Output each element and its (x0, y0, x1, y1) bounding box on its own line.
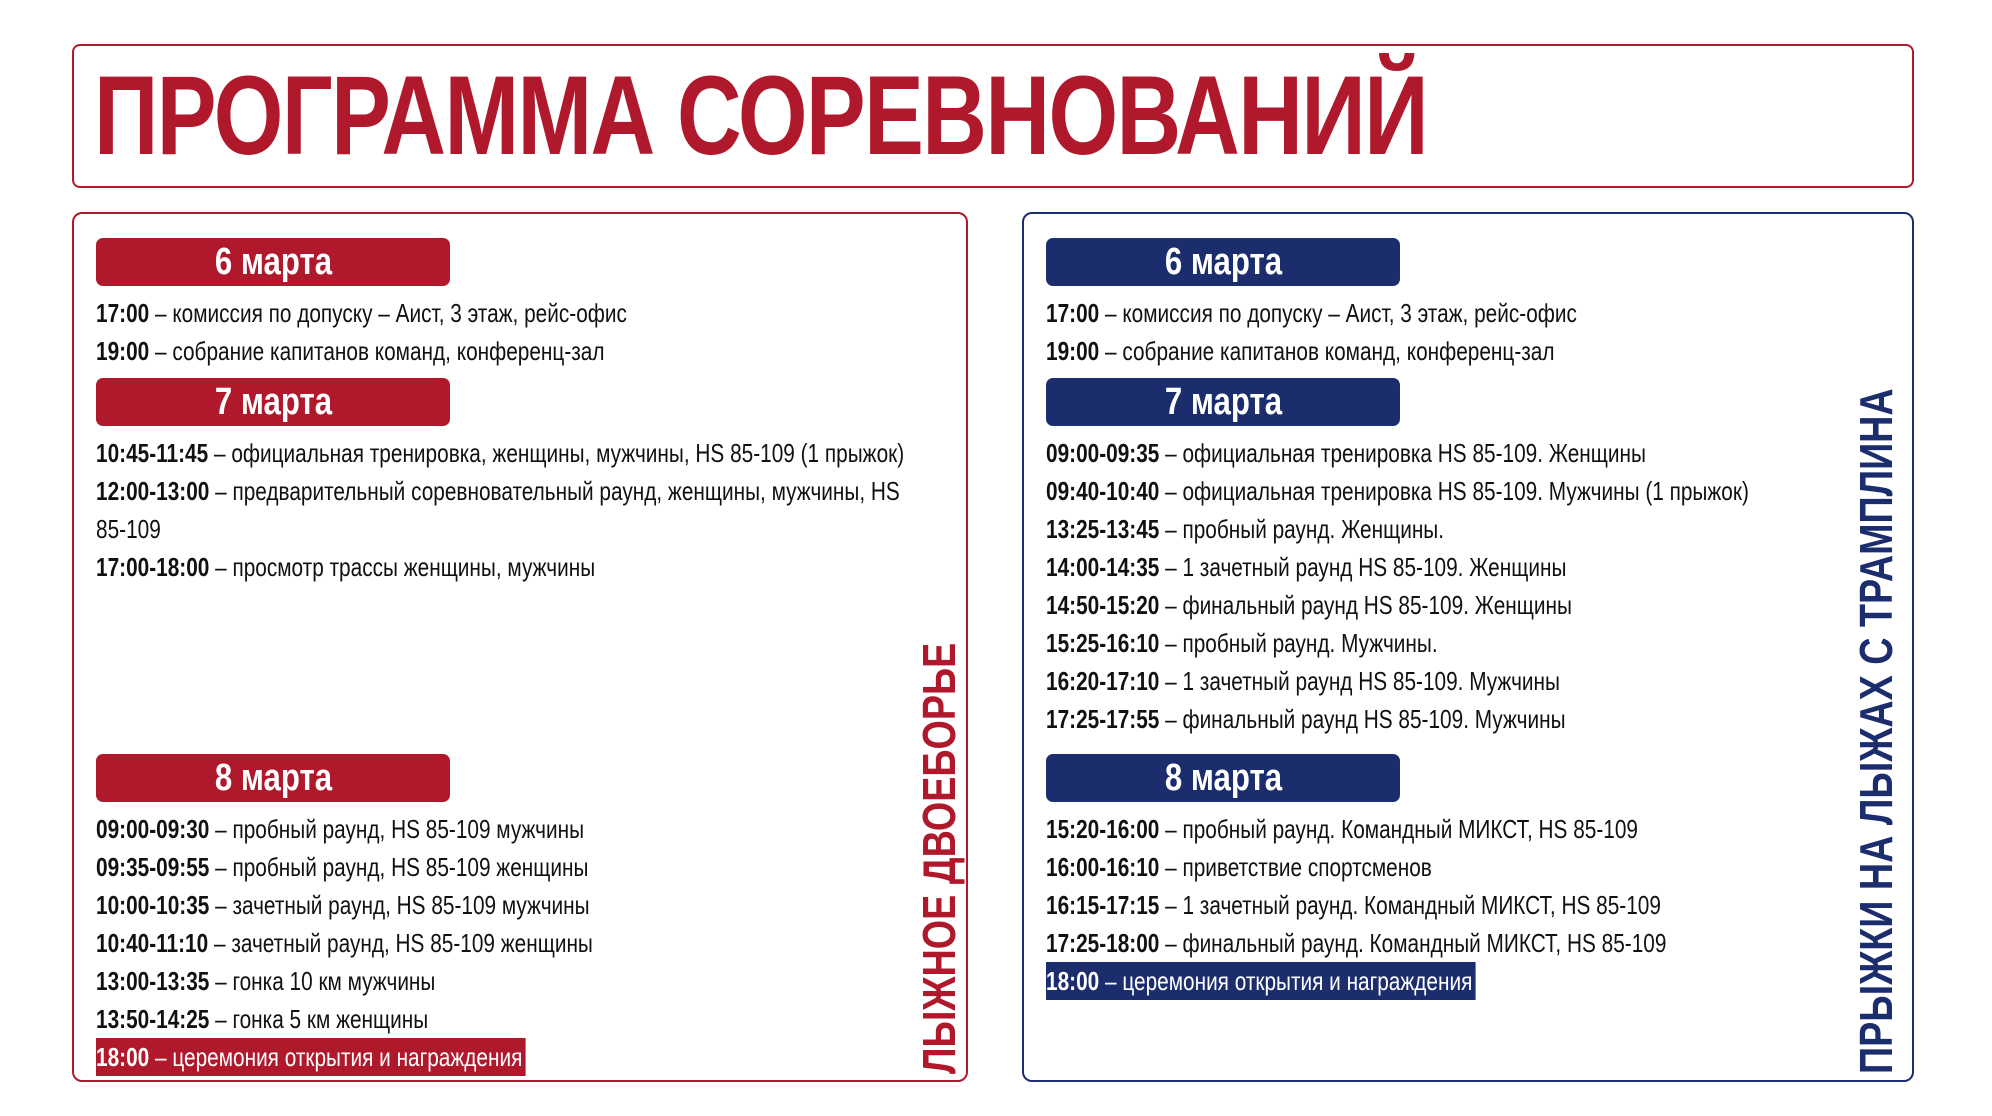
date-badge-day3: 8 марта (96, 754, 450, 802)
event-row: 15:20-16:00 – пробный раунд. Командный МИКСТ, HS 85-109 (1046, 814, 1638, 844)
event-row: 17:00-18:00 – просмотр трассы женщины, мужчины (96, 552, 596, 582)
event-row: 09:00-09:35 – официальная тренировка HS 85-109. Женщины (1046, 438, 1646, 468)
date-badge-day1: 6 марта (1046, 238, 1400, 286)
date-badge-day1: 6 марта (96, 238, 450, 286)
event-row: 10:45-11:45 – официальная тренировка, женщины, мужчины, HS 85-109 (1 прыжок) (96, 438, 905, 468)
event-row: 19:00 – собрание капитанов команд, конференц-зал (1046, 336, 1555, 366)
event-row: 16:15-17:15 – 1 зачетный раунд. Командный МИКСТ, HS 85-109 (1046, 890, 1661, 920)
date-badge-day3: 8 марта (1046, 754, 1400, 802)
event-row: 14:50-15:20 – финальный раунд HS 85-109. Женщины (1046, 590, 1572, 620)
event-row: 17:25-18:00 – финальный раунд. Командный МИКСТ, HS 85-109 (1046, 928, 1667, 958)
ceremony-highlight: 18:00 – церемония открытия и награждения (1046, 962, 1476, 1000)
title-banner (72, 44, 1914, 188)
panel-nordic-combined (72, 212, 968, 1082)
ceremony-highlight: 18:00 – церемония открытия и награждения (96, 1038, 526, 1076)
event-row: 16:00-16:10 – приветствие спортсменов (1046, 852, 1432, 882)
event-row: 09:00-09:30 – пробный раунд, HS 85-109 мужчины (96, 814, 585, 844)
event-row: 13:00-13:35 – гонка 10 км мужчины (96, 966, 436, 996)
event-row: 13:50-14:25 – гонка 5 км женщины (96, 1004, 429, 1034)
event-row: 09:40-10:40 – официальная тренировка HS 85-109. Мужчины (1 прыжок) (1046, 476, 1749, 506)
event-row: 09:35-09:55 – пробный раунд, HS 85-109 женщины (96, 852, 589, 882)
event-row: 15:25-16:10 – пробный раунд. Мужчины. (1046, 628, 1438, 658)
event-row: 19:00 – собрание капитанов команд, конференц-зал (96, 336, 605, 366)
event-row: 13:25-13:45 – пробный раунд. Женщины. (1046, 514, 1445, 544)
panel-ski-jumping (1022, 212, 1914, 1082)
event-row: 10:40-11:10 – зачетный раунд, HS 85-109 женщины (96, 928, 593, 958)
event-row: 10:00-10:35 – зачетный раунд, HS 85-109 мужчины (96, 890, 590, 920)
date-badge-day2: 7 марта (96, 378, 450, 426)
event-row: 17:00 – комиссия по допуску – Аист, 3 этаж, рейс-офис (96, 298, 627, 328)
page-title: ПРОГРАММА СОРЕВНОВАНИЙ (94, 53, 1427, 178)
side-label-ski-jumping: ПРЫЖКИ НА ЛЫЖАХ С ТРАМПЛИНА (1850, 388, 1902, 1074)
event-row: 12:00-13:00 – предварительный соревновательный раунд, женщины, мужчины, HS 85-109 (96, 476, 900, 544)
event-row: 14:00-14:35 – 1 зачетный раунд HS 85-109. Женщины (1046, 552, 1567, 582)
date-badge-day2: 7 марта (1046, 378, 1400, 426)
side-label-nordic-combined: ЛЫЖНОЕ ДВОЕБОРЬЕ (913, 642, 965, 1074)
event-row: 17:25-17:55 – финальный раунд HS 85-109. Мужчины (1046, 704, 1566, 734)
event-row: 17:00 – комиссия по допуску – Аист, 3 этаж, рейс-офис (1046, 298, 1577, 328)
event-row: 16:20-17:10 – 1 зачетный раунд HS 85-109. Мужчины (1046, 666, 1560, 696)
